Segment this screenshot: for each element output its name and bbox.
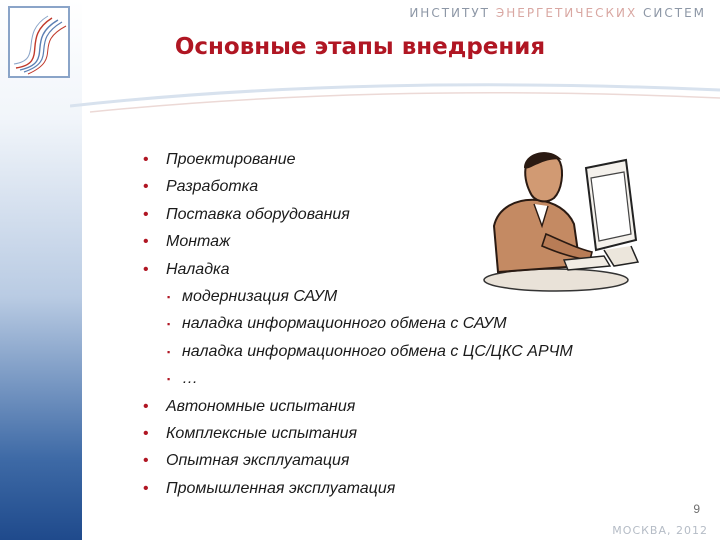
brand-word-3: СИСТЕМ (643, 6, 706, 20)
list-item: • Поставка оборудования (143, 205, 643, 232)
list-item: • Автономные испытания (143, 397, 643, 424)
list-item: • Промышленная эксплуатация (143, 479, 643, 506)
sub-list-item: ▪ модернизация САУМ (143, 287, 643, 314)
list-item: • Опытная эксплуатация (143, 451, 643, 478)
sub-list-item: ▪ … (143, 369, 643, 396)
sub-list-item: ▪ наладка информационного обмена с ЦС/ЦКС АРЧМ (143, 342, 643, 369)
slide-title: Основные этапы внедрения (174, 34, 546, 60)
footer-city-year: МОСКВА, 2012 (612, 524, 708, 537)
page-number: 9 (693, 502, 700, 516)
sub-list-item: ▪ наладка информационного обмена с САУМ (143, 314, 643, 341)
brand-word-2: ЭНЕРГЕТИЧЕСКИХ (495, 6, 638, 20)
list-item: • Комплексные испытания (143, 424, 643, 451)
list-item: • Монтаж (143, 232, 643, 259)
header-swoosh-decoration (70, 66, 720, 126)
man-at-computer-clipart (476, 148, 646, 298)
brand-header (409, 6, 706, 20)
brand-word-1: ИНСТИТУТ (409, 6, 490, 20)
list-item: • Проектирование (143, 150, 643, 177)
list-item: • Наладка (143, 260, 643, 287)
list-item: • Разработка (143, 177, 643, 204)
